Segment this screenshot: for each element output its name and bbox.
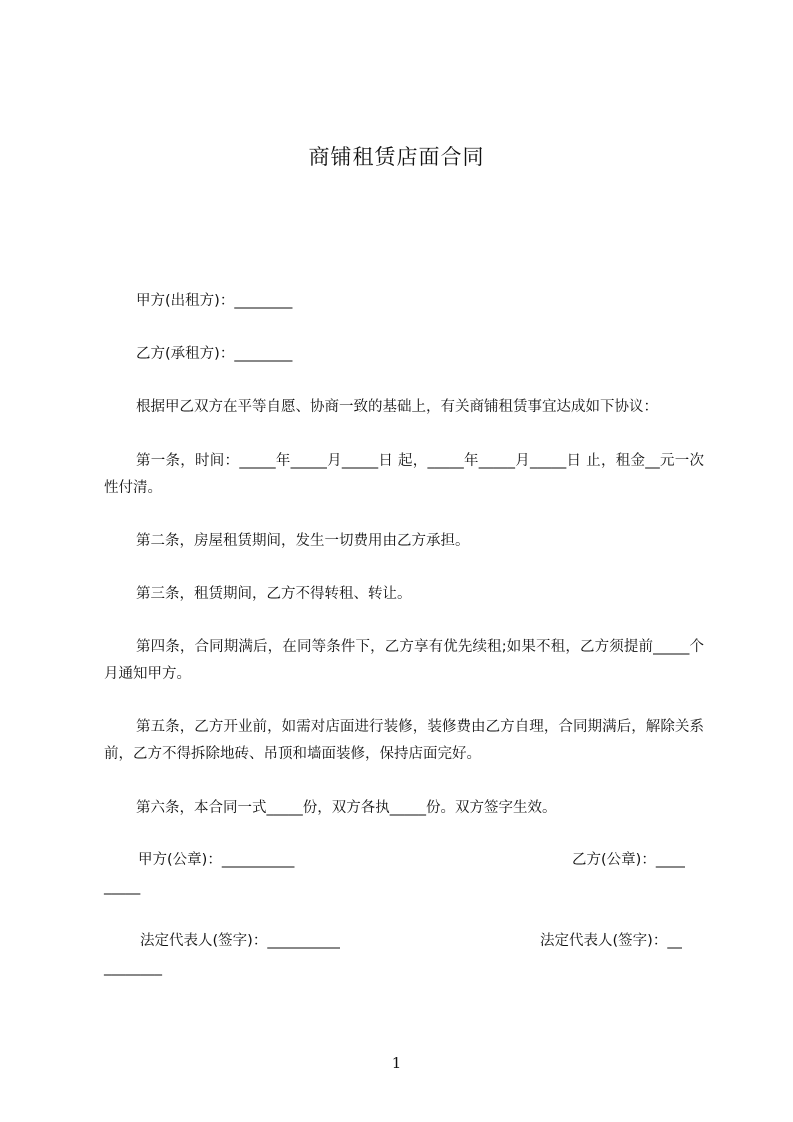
party-b-line: 乙方(承租方)：________	[136, 346, 293, 362]
preamble: 根据甲乙双方在平等自愿、协商一致的基础上，有关商铺租赁事宜达成如下协议：	[136, 399, 658, 415]
party-a-line: 甲方(出租方)：________	[136, 293, 293, 309]
page-number: 1	[391, 1054, 402, 1072]
clause-3: 第三条，租赁期间，乙方不得转租、转让。	[136, 586, 412, 602]
party-b-representative-continued: ________	[104, 960, 162, 976]
party-a-seal: 甲方(公章)：__________	[138, 852, 295, 868]
clause-6: 第六条，本合同一式_____份，双方各执_____份。双方签字生效。	[136, 800, 557, 816]
party-b-seal: 乙方(公章)：____	[572, 852, 685, 868]
party-a-representative: 法定代表人(签字)：__________	[140, 933, 340, 949]
party-b-representative: 法定代表人(签字)：__	[540, 933, 682, 949]
document-title: 商铺租赁店面合同	[308, 145, 485, 169]
clause-5: 第五条，乙方开业前，如需对店面进行装修，装修费由乙方自理，合同期满后，解除关系前，乙方不得拆除地砖、吊顶和墙面装修，保持店面完好。	[104, 719, 704, 762]
clause-1: 第一条，时间：_____年_____月_____日 起，_____年_____月_____日 止，租金__元一次性付清。	[104, 453, 704, 496]
clause-4: 第四条，合同期满后，在同等条件下，乙方享有优先续租;如果不租，乙方须提前_____个月通知甲方。	[104, 639, 704, 682]
clause-2: 第二条，房屋租赁期间，发生一切费用由乙方承担。	[136, 533, 470, 549]
party-b-seal-continued: _____	[104, 879, 141, 895]
